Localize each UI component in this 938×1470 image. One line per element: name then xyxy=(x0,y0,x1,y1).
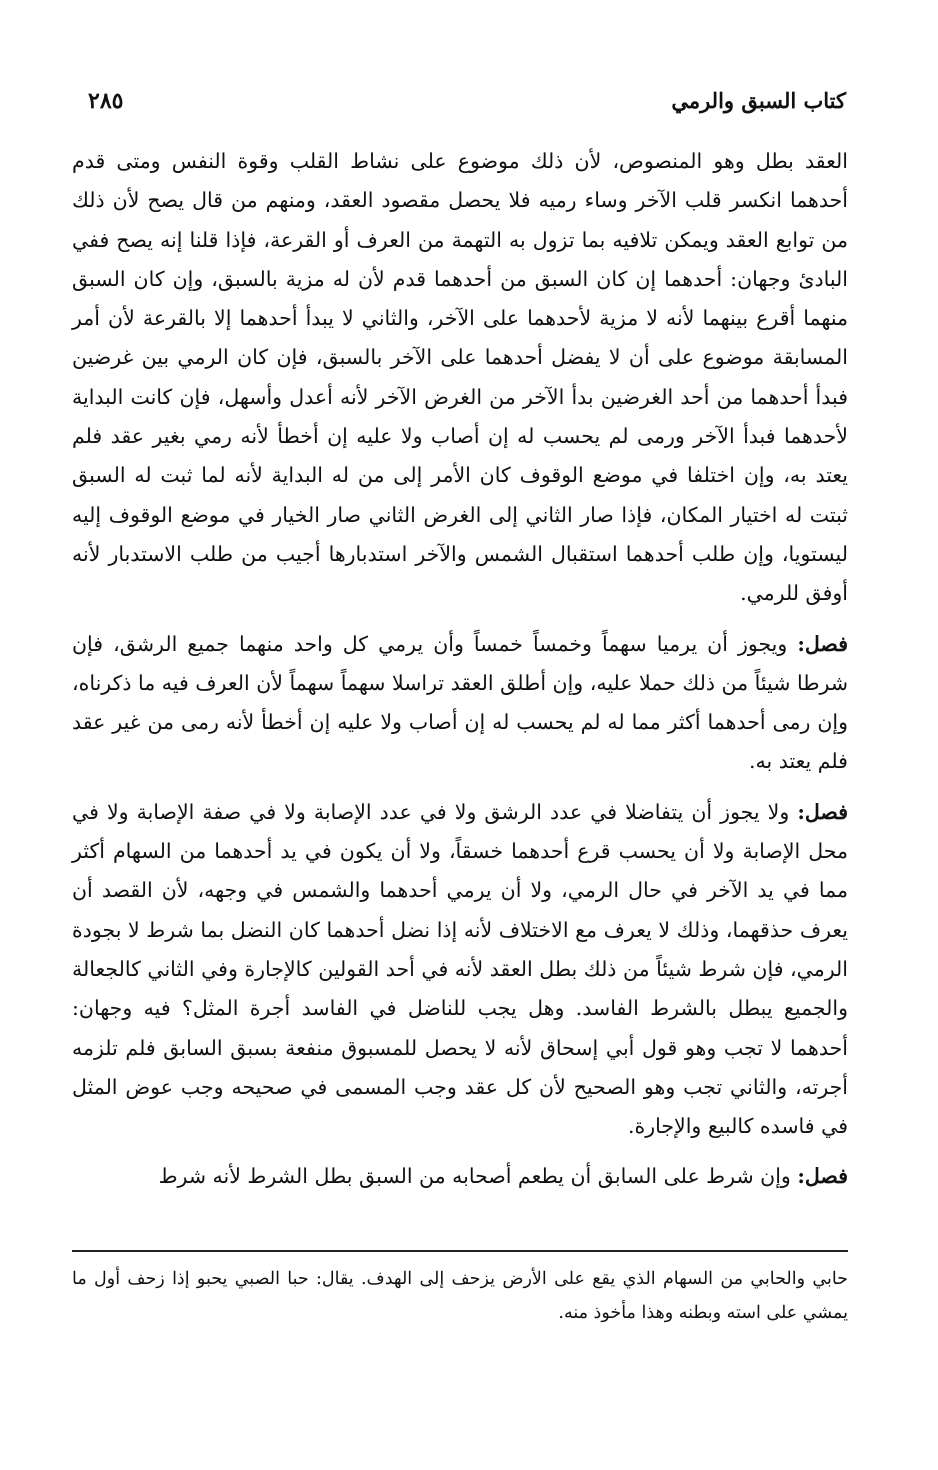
paragraph-2 xyxy=(72,625,848,782)
footnote-text: حابي والحابي من السهام الذي يقع على الأرض يزحف إلى الهدف. يقال: حبا الصبي يحبو إذا زحف أول ما يمشي على استه وبطنه وهذا مأخوذ منه. xyxy=(72,1269,848,1323)
section-label: فصل: xyxy=(797,799,848,824)
footnote-divider xyxy=(72,1250,848,1252)
page-number: ٢٨٥ xyxy=(88,88,124,114)
paragraph-3-text: ولا يجوز أن يتفاضلا في عدد الرشق ولا في عدد الإصابة ولا في صفة الإصابة ولا في محل الإصابة ولا أن يحسب قرع أحدهما خسقاً، ولا أن يكون في يد أحدهما من السهام أكثر مما في يد الآخر في حال الرمي، ولا أن يرمي أحدهما والشمس في وجهه، لأن القصد أن يعرف حذقهما، وذلك لا يعرف مع الاختلاف لأنه إذا نضل أحدهما كان النضل بما شرط لا بجودة الرمي، فإن شرط شيئاً من ذلك بطل العقد لأنه في أحد القولين كالإجارة وفي الثاني كالجعالة والجميع يبطل بالشرط الفاسد. وهل يجب للناضل في الفاسد أجرة المثل؟ فيه وجهان: أحدهما لا تجب وهو قول أبي إسحاق لأنه لا يحصل للمسبوق منفعة بسبق السابق فلم تلزمه أجرته، والثاني تجب وهو الصحيح لأن كل عقد وجب المسمى في صحيحه وجب عوض المثل في فاسده كالبيع والإجارة. xyxy=(72,799,848,1139)
footnote xyxy=(72,1262,848,1330)
paragraph-1: العقد بطل وهو المنصوص، لأن ذلك موضوع على نشاط القلب وقوة النفس ومتى قدم أحدهما انكسر قلب الآخر وساء رميه فلا يحصل مقصود العقد، ومنهم من قال يصح لأن ذلك من توابع العقد ويمكن تلافيه بما تزول به التهمة من العرف أو القرعة، فإذا قلنا إنه يصح ففي البادئ وجهان: أحدهما إن كان السبق من أحدهما قدم لأن له مزية بالسبق، وإن كان السبق منهما أقرع بينهما لأنه لا مزية لأحدهما على الآخر، والثاني لا يبدأ أحدهما إلا بالقرعة لأن أمر المسابقة موضوع على أن لا يفضل أحدهما على الآخر بالسبق، فإن كان الرمي بين غرضين فبدأ أحدهما من أحد الغرضين بدأ الآخر من الغرض الآخر لأنه أعدل وأسهل، فإن كانت البداية لأحدهما فبدأ الآخر ورمى لم يحسب له إن أصاب ولا عليه إن أخطأ لأنه رمي بغير عقد فلم يعتد به، وإن اختلفا في موضع الوقوف كان الأمر إلى من له البداية لأنه لما ثبت له السبق ثبتت له اختيار المكان، فإذا صار الثاني إلى الغرض الثاني صار الخيار في موضع الوقوف إليه ليستويا، وإن طلب أحدهما استقبال الشمس والآخر استدبارها أجيب من طلب الاستدبار لأنه أوفق للرمي. xyxy=(72,149,848,606)
main-text xyxy=(72,142,848,1197)
paragraph-4 xyxy=(72,1157,848,1196)
section-label: فصل: xyxy=(797,631,848,656)
paragraph-3 xyxy=(72,793,848,1147)
page-header xyxy=(88,88,846,122)
paragraph-4-text: وإن شرط على السابق أن يطعم أصحابه من السبق بطل الشرط لأنه شرط xyxy=(158,1164,798,1189)
running-title: كتاب السبق والرمي xyxy=(671,88,846,113)
paragraph-2-text: ويجوز أن يرميا سهماً وخمساً خمساً وأن يرمي كل واحد منهما جميع الرشق، فإن شرطا شيئاً من ذلك حملا عليه، وإن أطلق العقد تراسلا سهماً سهماً لأن العرف فيه ما ذكرناه، وإن رمى أحدهما أكثر مما له لم يحسب له إن أصاب ولا عليه إن أخطأ لأنه رمى من غير عقد فلم يعتد به. xyxy=(72,631,848,774)
section-label: فصل: xyxy=(797,1164,848,1189)
